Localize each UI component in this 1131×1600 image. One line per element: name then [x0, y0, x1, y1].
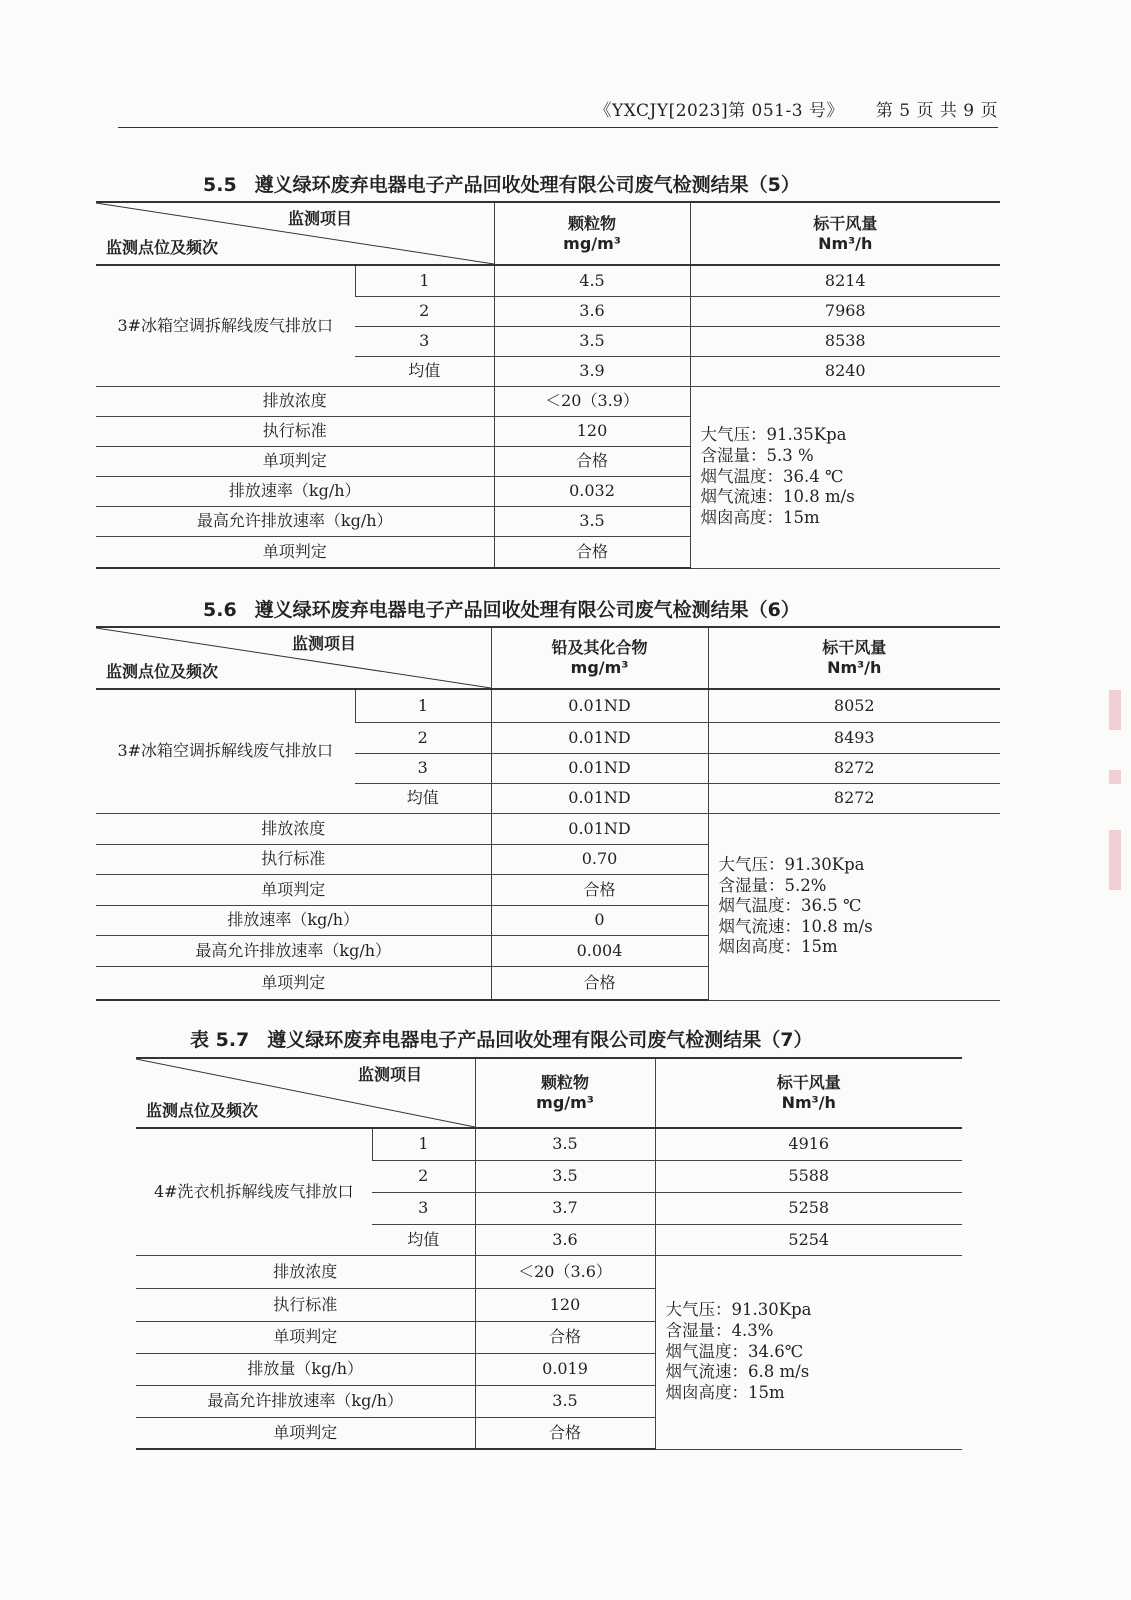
page-number: 第 5 页 共 9 页	[875, 101, 998, 121]
summary-label: 单项判定	[96, 966, 491, 1000]
summary-label: 执行标准	[136, 1288, 475, 1321]
summary-value: 3.5	[494, 506, 690, 536]
summary-value: 合格	[475, 1417, 655, 1449]
flow-cell: 5258	[655, 1192, 962, 1224]
value-cell: 0.01ND	[491, 783, 708, 813]
freq-cell: 2	[372, 1160, 475, 1192]
summary-value: 合格	[475, 1321, 655, 1353]
col-header-2: 标干风量 Nm³/h	[708, 627, 1000, 689]
page-header	[118, 96, 998, 128]
freq-cell: 1	[355, 689, 491, 722]
freq-cell: 均值	[355, 783, 491, 813]
summary-value: 0.019	[475, 1353, 655, 1385]
summary-label: 单项判定	[96, 874, 491, 905]
freq-cell: 1	[372, 1128, 475, 1160]
flow-cell: 7968	[690, 296, 1000, 326]
freq-cell: 3	[372, 1192, 475, 1224]
conditions-cell: 大气压：91.30Kpa 含湿量：4.3% 烟气温度：34.6℃ 烟气流速：6.8 m/s 烟囱高度：15m	[655, 1255, 962, 1449]
monitoring-point: 4#洗衣机拆解线废气排放口	[136, 1128, 372, 1255]
summary-label: 排放浓度	[136, 1255, 475, 1288]
table-5-6	[96, 626, 1000, 1001]
flow-cell: 8272	[708, 783, 1000, 813]
conditions-cell: 大气压：91.30Kpa 含湿量：5.2% 烟气温度：36.5 ℃ 烟气流速：10.8 m/s 烟囱高度：15m	[708, 813, 1000, 1000]
summary-value: 0.70	[491, 844, 708, 874]
col-header-2: 标干风量 Nm³/h	[655, 1058, 962, 1128]
summary-label: 单项判定	[96, 536, 494, 568]
summary-value: 0.032	[494, 476, 690, 506]
summary-value: 0.01ND	[491, 813, 708, 844]
summary-label: 最高允许排放速率（kg/h）	[96, 506, 494, 536]
header-point-label: 监测点位及频次	[106, 238, 219, 257]
value-cell: 4.5	[494, 265, 690, 296]
summary-label: 排放浓度	[96, 386, 494, 416]
col-header-1: 颗粒物 mg/m³	[475, 1058, 655, 1128]
col-header-2: 标干风量 Nm³/h	[690, 202, 1000, 265]
monitoring-point: 3#冰箱空调拆解线废气排放口	[96, 689, 355, 813]
freq-cell: 均值	[372, 1224, 475, 1255]
col-header-1: 铅及其化合物 mg/m³	[491, 627, 708, 689]
flow-cell: 8493	[708, 722, 1000, 753]
value-cell: 3.5	[494, 326, 690, 356]
table-caption-5-5: 5.5 遵义绿环废弃电器电子产品回收处理有限公司废气检测结果（5）	[203, 174, 800, 196]
summary-label: 排放速率（kg/h）	[96, 476, 494, 506]
value-cell: 3.6	[475, 1224, 655, 1255]
conditions-cell: 大气压：91.35Kpa 含湿量：5.3 % 烟气温度：36.4 ℃ 烟气流速：10.8 m/s 烟囱高度：15m	[690, 386, 1000, 568]
summary-value: ＜20（3.6）	[475, 1255, 655, 1288]
value-cell: 0.01ND	[491, 722, 708, 753]
summary-value: 合格	[494, 536, 690, 568]
value-cell: 0.01ND	[491, 753, 708, 783]
summary-label: 排放量（kg/h）	[136, 1353, 475, 1385]
summary-value: 合格	[491, 874, 708, 905]
summary-value: 120	[494, 416, 690, 446]
flow-cell: 5588	[655, 1160, 962, 1192]
freq-cell: 1	[355, 265, 494, 296]
header-point-label: 监测点位及频次	[146, 1101, 259, 1120]
summary-label: 排放浓度	[96, 813, 491, 844]
summary-value: 合格	[491, 966, 708, 1000]
freq-cell: 2	[355, 722, 491, 753]
value-cell: 0.01ND	[491, 689, 708, 722]
summary-value: 合格	[494, 446, 690, 476]
header-point-label: 监测点位及频次	[106, 662, 219, 681]
value-cell: 3.5	[475, 1128, 655, 1160]
summary-label: 单项判定	[136, 1417, 475, 1449]
flow-cell: 8240	[690, 356, 1000, 386]
summary-label: 执行标准	[96, 416, 494, 446]
freq-cell: 3	[355, 326, 494, 356]
freq-cell: 均值	[355, 356, 494, 386]
summary-value: 3.5	[475, 1385, 655, 1417]
table-5-5	[96, 201, 1000, 569]
flow-cell: 8538	[690, 326, 1000, 356]
freq-cell: 2	[355, 296, 494, 326]
value-cell: 3.6	[494, 296, 690, 326]
monitoring-point: 3#冰箱空调拆解线废气排放口	[96, 265, 355, 386]
table-5-7	[136, 1057, 962, 1450]
summary-label: 最高允许排放速率（kg/h）	[136, 1385, 475, 1417]
flow-cell: 8272	[708, 753, 1000, 783]
table-caption-5-7: 表 5.7 遵义绿环废弃电器电子产品回收处理有限公司废气检测结果（7）	[190, 1029, 813, 1051]
document-number: 《YXCJY[2023]第 051-3 号》	[594, 101, 844, 121]
flow-cell: 8214	[690, 265, 1000, 296]
flow-cell: 8052	[708, 689, 1000, 722]
value-cell: 3.7	[475, 1192, 655, 1224]
summary-label: 最高允许排放速率（kg/h）	[96, 935, 491, 966]
seal-edge-mark	[1109, 690, 1121, 730]
summary-value: 0.004	[491, 935, 708, 966]
col-header-1: 颗粒物 mg/m³	[494, 202, 690, 265]
summary-label: 单项判定	[96, 446, 494, 476]
header-diagonal-cell	[96, 202, 494, 265]
header-item-label: 监测项目	[292, 634, 357, 653]
flow-cell: 4916	[655, 1128, 962, 1160]
summary-value: 0	[491, 905, 708, 935]
freq-cell: 3	[355, 753, 491, 783]
header-diagonal-cell	[96, 627, 491, 689]
summary-label: 单项判定	[136, 1321, 475, 1353]
value-cell: 3.5	[475, 1160, 655, 1192]
summary-value: 120	[475, 1288, 655, 1321]
summary-label: 排放速率（kg/h）	[96, 905, 491, 935]
flow-cell: 5254	[655, 1224, 962, 1255]
summary-value: ＜20（3.9）	[494, 386, 690, 416]
value-cell: 3.9	[494, 356, 690, 386]
header-item-label: 监测项目	[358, 1065, 423, 1084]
seal-edge-mark	[1109, 770, 1121, 784]
table-caption-5-6: 5.6 遵义绿环废弃电器电子产品回收处理有限公司废气检测结果（6）	[203, 599, 800, 621]
summary-label: 执行标准	[96, 844, 491, 874]
seal-edge-mark	[1109, 830, 1121, 890]
header-diagonal-cell	[136, 1058, 475, 1128]
header-item-label: 监测项目	[288, 209, 353, 228]
